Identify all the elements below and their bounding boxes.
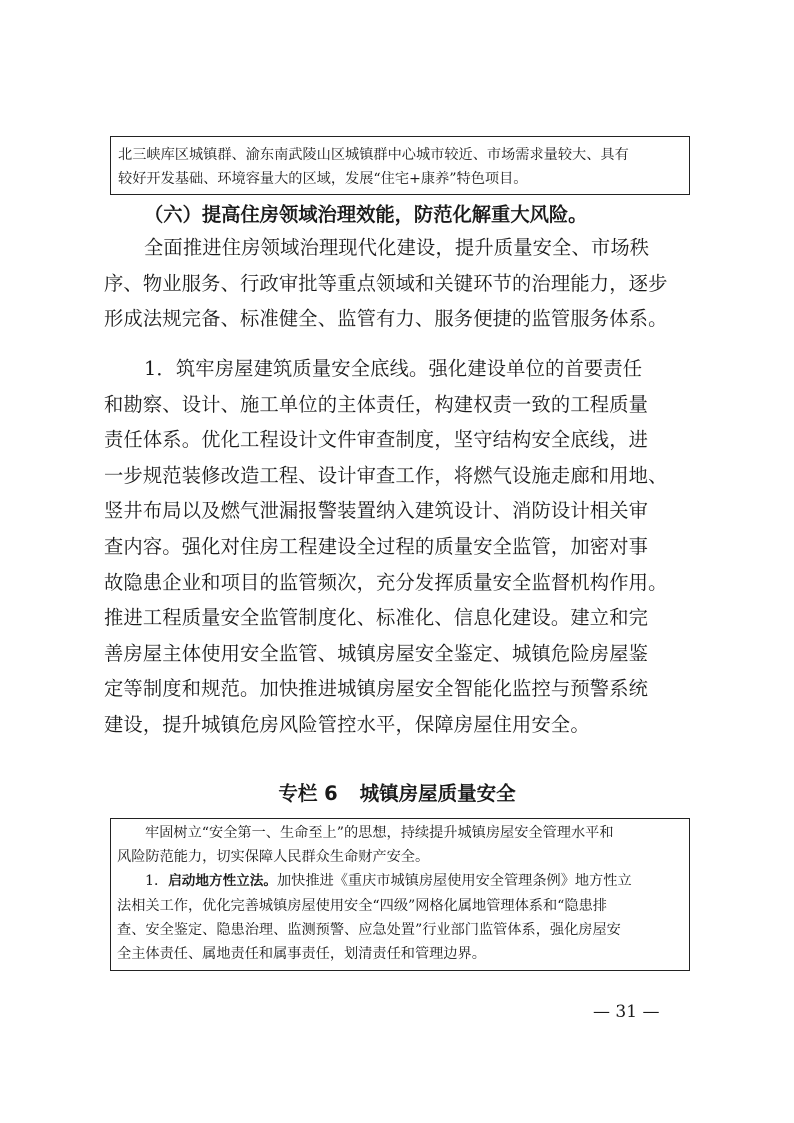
- paragraph-line: 查内容。强化对住房工程建设全过程的质量安全监管，加密对事: [104, 534, 649, 558]
- continued-column-box: [110, 136, 690, 195]
- item-prefix: 1．: [145, 873, 169, 890]
- paragraph-line: 建设，提升城镇危房风险管控水平，保障房屋住用安全。: [104, 712, 590, 736]
- paragraph-quality-safety: [104, 351, 704, 743]
- paragraph-line: 定等制度和规范。加快推进城镇房屋安全智能化监控与预警系统: [104, 677, 649, 701]
- paragraph-line: 全面推进住房领域治理现代化建设，提升质量安全、市场秩: [144, 236, 650, 259]
- column-text-line: 查、安全鉴定、隐患治理、监测预警、应急处置”行业部门监管体系，强化房屋安: [117, 921, 621, 938]
- paragraph-line: 序、物业服务、行政审批等重点领域和关键环节的治理能力，逐步: [104, 271, 668, 295]
- column-text-line: 风险防范能力，切实保障人民群众生命财产安全。: [117, 849, 430, 866]
- column-text-line: 全主体责任、属地责任和属事责任，划清责任和管理边界。: [117, 946, 486, 963]
- paragraph-line: 故隐患企业和项目的监管频次，充分发挥质量安全监督机构作用。: [104, 570, 668, 594]
- paragraph-line: 责任体系。优化工程设计文件审查制度，坚守结构安全底线，进: [104, 428, 649, 452]
- item-text: 加快推进《重庆市城镇房屋使用安全管理条例》地方性立: [276, 873, 632, 890]
- paragraph-line: 竖井布局以及燃气泄漏报警装置纳入建筑设计、消防设计相关审: [104, 499, 649, 523]
- paragraph-line: 1．筑牢房屋建筑质量安全底线。强化建设单位的首要责任: [144, 357, 643, 380]
- column-text-line: 北三峡库区城镇群、渝东南武陵山区城镇群中心城市较近、市场需求量较大、具有: [118, 147, 629, 163]
- page-number: — 31 —: [593, 1002, 660, 1022]
- paragraph-line: 一步规范装修改造工程、设计审查工作，将燃气设施走廊和用地、: [104, 463, 668, 487]
- paragraph-governance: [104, 230, 704, 337]
- column-text-line: 法相关工作，优化完善城镇房屋使用安全“四级”网格化属地管理体系和“隐患排: [117, 897, 607, 914]
- paragraph-line: 推进工程质量安全监管制度化、标准化、信息化建设。建立和完: [104, 606, 649, 630]
- column-text-line: 较好开发基础、环境容量大的区域，发展“住宅+康养”特色项目。: [118, 171, 528, 187]
- item-bold-title: 启动地方性立法。: [168, 873, 277, 890]
- paragraph-line: 形成法规完备、标准健全、监管有力、服务便捷的监管服务体系。: [104, 307, 668, 331]
- column-title-text: 城镇房屋质量安全: [359, 782, 516, 805]
- column-number: 专栏 6: [278, 782, 338, 805]
- paragraph-line: 善房屋主体使用安全监管、城镇房屋安全鉴定、城镇危险房屋鉴: [104, 641, 649, 665]
- paragraph-line: 和勘察、设计、施工单位的主体责任，构建权责一致的工程质量: [104, 392, 649, 416]
- section-heading: （六）提高住房领域治理效能，防范化解重大风险。: [144, 203, 588, 226]
- column-text-line: 牢固树立“安全第一、生命至上”的思想，持续提升城镇房屋安全管理水平和: [145, 825, 614, 841]
- column-item-line: [117, 869, 689, 893]
- column-box: [110, 818, 690, 971]
- column-title: [0, 777, 794, 811]
